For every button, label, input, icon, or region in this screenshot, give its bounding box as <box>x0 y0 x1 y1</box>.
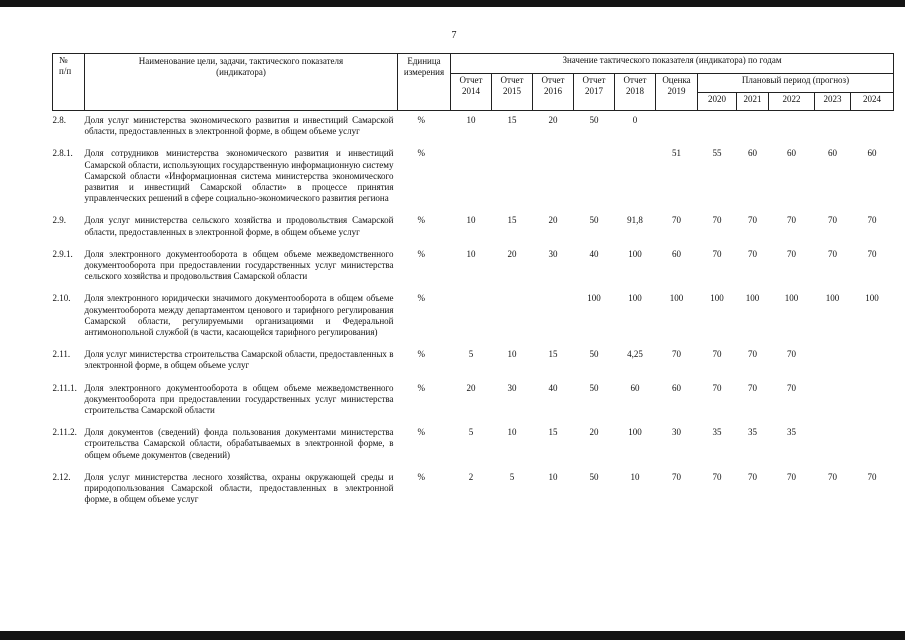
row-value-cell: 10 <box>548 471 558 482</box>
row-value-cell: 20 <box>548 115 558 125</box>
row-value-cell: 70 <box>787 471 796 482</box>
row-value-cell: 10 <box>630 471 640 482</box>
row-unit: % <box>417 427 425 438</box>
row-value-cell: 70 <box>787 215 796 226</box>
row-value-cell: 70 <box>748 471 757 482</box>
header-col-2017: Отчет 2017 <box>574 74 615 111</box>
header-col-2015: Отчет 2015 <box>492 74 533 111</box>
row-value-cell: 60 <box>867 148 877 159</box>
row-indicator-name: Доля услуг министерства лесного хозяйства, охраны окружающей среды и природопользования Самарской области, предоставленных в электронной форме, в общем объеме услуг <box>84 471 394 505</box>
table-row <box>53 379 894 424</box>
row-value-cell: 35 <box>712 427 722 438</box>
row-value-cell: 70 <box>712 248 722 259</box>
row-value-cell: 10 <box>466 248 476 259</box>
header-plan-2023: 2023 <box>815 93 851 111</box>
row-value-cell: 50 <box>589 382 599 393</box>
row-value-cell: 70 <box>787 382 796 393</box>
row-value-cell <box>451 144 492 211</box>
row-value-cell: 70 <box>748 215 757 226</box>
row-value-cell <box>656 111 698 145</box>
table-row <box>53 211 894 244</box>
row-value-cell: 20 <box>466 382 476 393</box>
row-value-cell: 100 <box>784 293 799 304</box>
row-value-cell <box>451 289 492 345</box>
row-value-cell: 30 <box>672 427 681 438</box>
row-value-cell: 91,8 <box>627 215 643 226</box>
row-value-cell: 70 <box>712 349 722 360</box>
row-value-cell: 40 <box>548 382 558 393</box>
row-value-cell <box>615 144 656 211</box>
row-value-cell: 100 <box>587 293 601 304</box>
row-value-cell: 0 <box>632 115 638 125</box>
row-value-cell: 10 <box>507 427 517 438</box>
top-border-bar <box>0 0 905 7</box>
row-value-cell: 70 <box>712 382 722 393</box>
row-value-cell: 2 <box>468 471 474 482</box>
row-value-cell: 15 <box>548 427 558 438</box>
table-row <box>53 345 894 378</box>
table-row <box>53 245 894 290</box>
row-unit: % <box>417 248 425 259</box>
row-value-cell: 55 <box>712 148 722 159</box>
row-value-cell: 35 <box>787 427 796 438</box>
row-value-cell: 70 <box>712 215 722 226</box>
table-row <box>53 468 894 513</box>
row-value-cell: 4,25 <box>627 349 643 360</box>
row-unit: % <box>417 115 425 125</box>
row-value-cell: 70 <box>748 382 757 393</box>
row-value-cell: 40 <box>589 248 599 259</box>
row-value-cell: 70 <box>672 471 681 482</box>
row-value-cell: 30 <box>548 248 558 259</box>
row-value-cell: 30 <box>507 382 517 393</box>
row-value-cell <box>815 345 851 378</box>
header-col-2016: Отчет 2016 <box>533 74 574 111</box>
row-value-cell: 100 <box>628 427 642 438</box>
row-indicator-name: Доля электронного юридически значимого документооборота в общем объеме документооборота между департаментом ценового и тарифного регулирования Самарской области, регулируемыми организациями и Федеральной антимонопольной службой (в части, касающейся тарифного регулирования) <box>84 293 394 338</box>
row-value-cell: 70 <box>712 471 722 482</box>
header-plan-2024: 2024 <box>851 93 894 111</box>
row-value-cell <box>769 111 815 145</box>
row-indicator-name: Доля услуг министерства строительства Самарской области, предоставленных в электронной форме, в общем объеме услуг <box>84 349 394 371</box>
row-value-cell <box>574 144 615 211</box>
row-value-cell: 100 <box>628 248 642 259</box>
row-value-cell: 15 <box>507 115 517 125</box>
header-name: Наименование цели, задачи, тактического показателя (индикатора) <box>85 54 398 111</box>
row-number: 2.8. <box>52 115 66 125</box>
document-page <box>52 53 894 512</box>
row-value-cell <box>698 111 737 145</box>
row-value-cell: 70 <box>748 349 757 360</box>
bottom-border-bar <box>0 631 905 640</box>
row-value-cell: 100 <box>628 293 642 304</box>
row-indicator-name: Доля услуг министерства сельского хозяйства и продовольствия Самарской области, предоставленных в электронной форме, в общем объеме услуг <box>84 215 394 237</box>
row-value-cell <box>851 423 894 468</box>
row-value-cell: 50 <box>589 115 599 125</box>
row-value-cell: 60 <box>672 382 681 393</box>
row-value-cell <box>815 379 851 424</box>
page-number: 7 <box>451 30 457 41</box>
row-value-cell: 70 <box>867 248 877 259</box>
row-value-cell: 60 <box>828 148 837 159</box>
row-value-cell: 100 <box>865 293 879 304</box>
row-number: 2.11.1. <box>52 382 77 393</box>
header-plan-2022: 2022 <box>769 93 815 111</box>
header-num: № п/п <box>53 54 85 111</box>
row-value-cell: 60 <box>630 382 640 393</box>
row-unit: % <box>417 293 425 304</box>
row-value-cell: 60 <box>748 148 757 159</box>
row-value-cell: 100 <box>825 293 840 304</box>
row-value-cell: 70 <box>748 248 757 259</box>
row-value-cell: 5 <box>468 427 474 438</box>
row-value-cell <box>851 379 894 424</box>
row-indicator-name: Доля электронного документооборота в общем объеме межведомственного документооборота при предоставлении государственных услуг министерства строительства Самарской области <box>84 382 394 416</box>
row-value-cell: 100 <box>745 293 760 304</box>
row-unit: % <box>417 215 425 226</box>
row-value-cell: 51 <box>672 148 681 159</box>
row-value-cell: 70 <box>672 215 681 226</box>
row-indicator-name: Доля сотрудников министерства экономического развития и инвестиций Самарской области, использующих государственную информационную систему Самарской области «Информационная система министерства экономического развития и инвестиций Самарской области» в процессе принятия управленческих решений в сфере социально-экономического развития региона <box>84 148 394 204</box>
row-value-cell <box>737 111 769 145</box>
row-value-cell: 10 <box>466 115 476 125</box>
row-value-cell <box>492 144 533 211</box>
row-value-cell: 70 <box>787 248 796 259</box>
row-value-cell: 50 <box>589 215 599 226</box>
row-number: 2.11.2. <box>52 427 77 438</box>
header-col-2019: Оценка 2019 <box>656 74 698 111</box>
row-value-cell: 5 <box>509 471 515 482</box>
header-col-2014: Отчет 2014 <box>451 74 492 111</box>
row-value-cell: 70 <box>828 248 837 259</box>
row-value-cell: 70 <box>787 349 796 360</box>
table-row <box>53 111 894 145</box>
row-number: 2.12. <box>52 471 71 482</box>
row-value-cell: 70 <box>867 215 877 226</box>
row-value-cell: 10 <box>466 215 476 226</box>
row-value-cell: 20 <box>589 427 599 438</box>
row-value-cell: 10 <box>507 349 517 360</box>
row-value-cell: 70 <box>828 215 837 226</box>
row-value-cell: 20 <box>548 215 558 226</box>
row-indicator-name: Доля документов (сведений) фонда пользования документами министерства строительства Самарской области, обрабатываемых в электронной форме, в общем объеме документов (сведений) <box>84 427 394 460</box>
row-value-cell <box>533 289 574 345</box>
row-value-cell: 70 <box>672 349 681 360</box>
row-number: 2.10. <box>52 293 71 304</box>
row-number: 2.11. <box>52 349 71 360</box>
row-value-cell <box>533 144 574 211</box>
row-value-cell: 60 <box>672 248 681 259</box>
row-indicator-name: Доля услуг министерства экономического развития и инвестиций Самарской области, предоставленных в электронной форме, в общем объеме услуг <box>84 115 394 137</box>
table-row <box>53 423 894 468</box>
header-unit: Единица измерения <box>398 54 451 111</box>
row-value-cell: 100 <box>710 293 724 304</box>
row-number: 2.9.1. <box>52 248 73 259</box>
header-plan-2020: 2020 <box>698 93 737 111</box>
row-value-cell <box>815 423 851 468</box>
row-value-cell <box>492 289 533 345</box>
table-row <box>53 289 894 345</box>
header-plan-title: Плановый период (прогноз) <box>698 74 894 93</box>
row-value-cell: 70 <box>867 471 877 482</box>
header-plan-2021: 2021 <box>737 93 769 111</box>
table-row <box>53 144 894 211</box>
header-values-title: Значение тактического показателя (индикатора) по годам <box>451 54 894 74</box>
row-value-cell <box>815 111 851 145</box>
row-value-cell: 50 <box>589 471 599 482</box>
row-unit: % <box>417 349 425 360</box>
row-unit: % <box>417 382 425 393</box>
row-value-cell: 5 <box>468 349 474 360</box>
row-value-cell: 70 <box>828 471 837 482</box>
row-number: 2.8.1. <box>52 148 73 159</box>
row-value-cell: 15 <box>507 215 517 226</box>
row-value-cell: 100 <box>669 293 684 304</box>
row-unit: % <box>417 471 425 482</box>
row-value-cell: 15 <box>548 349 558 360</box>
row-indicator-name: Доля электронного документооборота в общем объеме межведомственного документооборота при предоставлении государственных услуг министерства сельского хозяйства и продовольствия Самарской области <box>84 248 394 282</box>
indicator-table <box>52 53 894 512</box>
row-value-cell <box>851 111 894 145</box>
row-value-cell <box>851 345 894 378</box>
row-unit: % <box>417 148 425 159</box>
header-col-2018: Отчет 2018 <box>615 74 656 111</box>
row-value-cell: 60 <box>787 148 796 159</box>
row-value-cell: 35 <box>748 427 757 438</box>
table-body <box>53 111 894 513</box>
row-value-cell: 20 <box>507 248 517 259</box>
row-number: 2.9. <box>52 215 66 226</box>
row-value-cell: 50 <box>589 349 599 360</box>
